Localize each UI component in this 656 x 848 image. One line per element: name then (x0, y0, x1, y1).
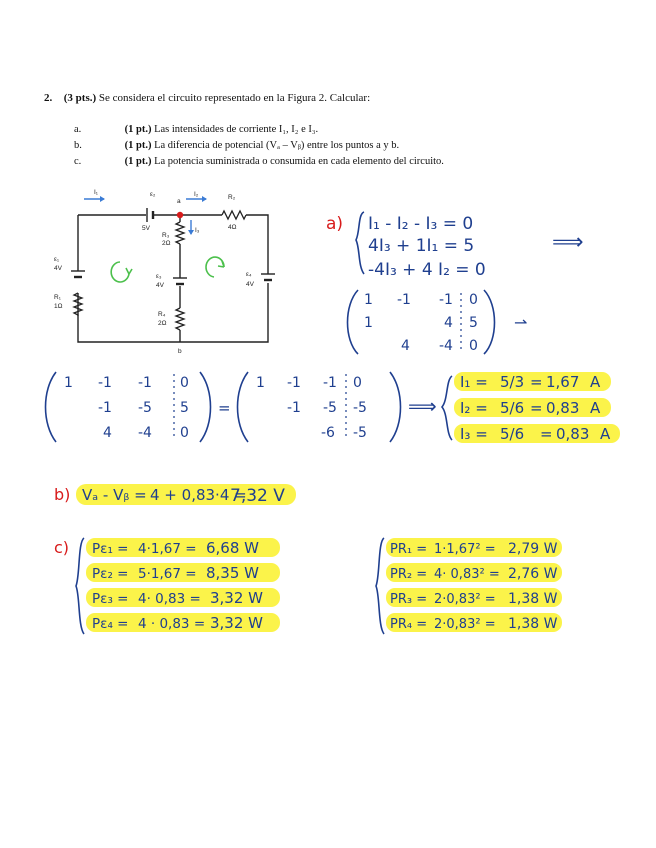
power-expression: 4· 0,83² = (434, 567, 500, 582)
result-unit: A (600, 425, 611, 443)
result-equals: = (540, 425, 553, 443)
power-label: Pε₂ = (92, 566, 129, 582)
item-letter: b. (74, 140, 82, 151)
power-label: Pε₁ = (92, 541, 129, 557)
power-value: 3,32 W (210, 589, 263, 607)
matrix-cell: -5 (138, 400, 152, 416)
power-value: 3,32 W (210, 614, 263, 632)
power-label: Pε₃ = (92, 591, 129, 607)
label-i3: I₃ (195, 227, 200, 234)
matrix-cell: -1 (287, 400, 301, 416)
label-node-a: a (177, 198, 181, 205)
results-brace (442, 376, 452, 440)
b-lhs: Vₐ - Vᵦ = (82, 486, 147, 504)
matrix-cell: -6 (321, 425, 335, 441)
label-e1-val: 4V (54, 265, 62, 272)
label-e3: ε₃ (156, 273, 162, 280)
power-value: 1,38 W (508, 616, 558, 632)
label-c: c) (54, 538, 70, 557)
power-expression: 5·1,67 = (138, 566, 197, 582)
matrix-cell: 5 (469, 315, 478, 331)
arrow-to-row-ops: ⇀ (514, 313, 528, 332)
matrix-cell: 4 (444, 315, 453, 331)
implies-arrow-1: ⟹ (552, 230, 584, 255)
label-r4-val: 2Ω (158, 320, 167, 327)
power-label: Pε₄ = (92, 616, 129, 632)
power-label: PR₃ = (390, 592, 428, 607)
c-left-brace (76, 538, 84, 634)
power-expression: 4·1,67 = (138, 541, 197, 557)
matrix-cell: 1 (256, 375, 265, 391)
power-left (92, 539, 263, 632)
result-unit: A (590, 399, 601, 417)
matrix-cell: 0 (469, 338, 478, 354)
label-i1: I₁ (94, 189, 98, 196)
label-e4-val: 4V (246, 281, 254, 288)
item-text: La diferencia de potencial (Vₐ – Vᵦ) entre los puntos a y b. (154, 140, 400, 151)
power-expression: 2·0,83² = (434, 592, 496, 607)
matrix-cell: 4 (103, 425, 112, 441)
matrix-cell: -5 (353, 425, 367, 441)
label-r3-val: 2Ω (162, 240, 171, 247)
power-expression: 4 · 0,83 = (138, 616, 206, 632)
matrix-1 (348, 290, 495, 354)
item-letter: c. (74, 156, 82, 167)
result-label: I₁ = (460, 373, 488, 391)
system-eq-3: -4I₃ + 4 I₂ = 0 (368, 260, 486, 280)
result-equals: = (530, 373, 543, 391)
label-r2: R₂ (228, 194, 236, 201)
matrix-cell: 5 (180, 400, 189, 416)
power-value: 1,38 W (508, 591, 558, 607)
matrix-cell: 4 (401, 338, 410, 354)
matrix-cell: -1 (98, 400, 112, 416)
item-points: (1 pt.) (124, 140, 152, 151)
label-b: b) (54, 485, 71, 504)
item-text: Las intensidades de corriente I₁, I₂ e I₃. (154, 124, 319, 135)
matrix-cell: -1 (397, 292, 411, 308)
power-label: PR₂ = (390, 567, 428, 582)
result-value: 0,83 (546, 399, 580, 417)
matrix-2 (46, 372, 211, 442)
item-points: (1 pt.) (124, 124, 152, 135)
problem-text: Se considera el circuito representado en la Figura 2. Calcular: (98, 92, 371, 104)
system-brace (356, 212, 364, 274)
matrix-cell: 0 (180, 425, 189, 441)
item-text: La potencia suministrada o consumida en cada elemento del circuito. (154, 156, 444, 167)
result-value: 1,67 (546, 373, 580, 391)
power-expression: 1·1,67² = (434, 542, 496, 557)
matrix-cell: -1 (439, 292, 453, 308)
matrix-cell: 1 (64, 375, 73, 391)
label-r1: R₁ (54, 294, 61, 301)
b-expression: 4 + 0,83·4 = (150, 486, 247, 504)
matrix-cell: -4 (439, 338, 453, 354)
label-node-b: b (178, 348, 182, 355)
label-r1-val: 1Ω (54, 303, 63, 310)
system-eq-1: I₁ - I₂ - I₃ = 0 (368, 214, 474, 234)
label-e2: ε₂ (150, 191, 156, 198)
label-r4: R₄ (158, 311, 166, 318)
power-value: 2,76 W (508, 566, 558, 582)
label-e3-val: 4V (156, 282, 164, 289)
item-points: (1 pt.) (124, 156, 152, 167)
matrix-cell: -5 (353, 400, 367, 416)
b-result: 7,32 V (230, 486, 285, 506)
matrix-3 (238, 372, 401, 442)
equals-sign: = (218, 399, 231, 417)
power-right (390, 541, 558, 632)
label-e4: ε₄ (246, 271, 252, 278)
power-label: PR₁ = (390, 542, 428, 557)
result-equals: = (530, 399, 543, 417)
matrix-cell: 1 (364, 292, 373, 308)
power-label: PR₄ = (390, 617, 428, 632)
matrix-cell: 0 (469, 292, 478, 308)
power-value: 6,68 W (206, 539, 259, 557)
item-letter: a. (74, 124, 82, 135)
part-b (82, 486, 285, 506)
label-a: a) (326, 214, 344, 234)
power-expression: 4· 0,83 = (138, 591, 201, 607)
matrix-cell: -1 (138, 375, 152, 391)
label-e2-val: 5V (142, 225, 150, 232)
result-label: I₃ = (460, 425, 488, 443)
c-right-brace (376, 538, 384, 634)
result-value: 0,83 (556, 425, 590, 443)
problem-points: (3 pts.) (63, 92, 97, 104)
system-eq-2: 4I₃ + 1I₁ = 5 (368, 236, 475, 256)
matrix-cell: 0 (353, 375, 362, 391)
result-fraction: 5/3 (500, 373, 525, 391)
label-r3: R₃ (162, 232, 170, 239)
matrix-cell: -4 (138, 425, 152, 441)
matrix-cell: -1 (323, 375, 337, 391)
matrix-cell: 0 (180, 375, 189, 391)
label-i2: I₂ (194, 191, 199, 198)
power-value: 8,35 W (206, 564, 259, 582)
result-label: I₂ = (460, 399, 488, 417)
label-e1: ε₁ (54, 256, 60, 263)
matrix-cell: -5 (323, 400, 337, 416)
matrix-cell: -1 (287, 375, 301, 391)
power-expression: 2·0,83² = (434, 617, 496, 632)
problem-number: 2. (44, 92, 53, 104)
matrix-cell: -1 (98, 375, 112, 391)
label-r2-val: 4Ω (228, 224, 237, 231)
result-fraction: 5/6 (500, 425, 525, 443)
power-value: 2,79 W (508, 541, 558, 557)
matrix-cell: 1 (364, 315, 373, 331)
implies-arrow-2: ⟹ (408, 394, 437, 418)
result-unit: A (590, 373, 601, 391)
result-fraction: 5/6 (500, 399, 525, 417)
